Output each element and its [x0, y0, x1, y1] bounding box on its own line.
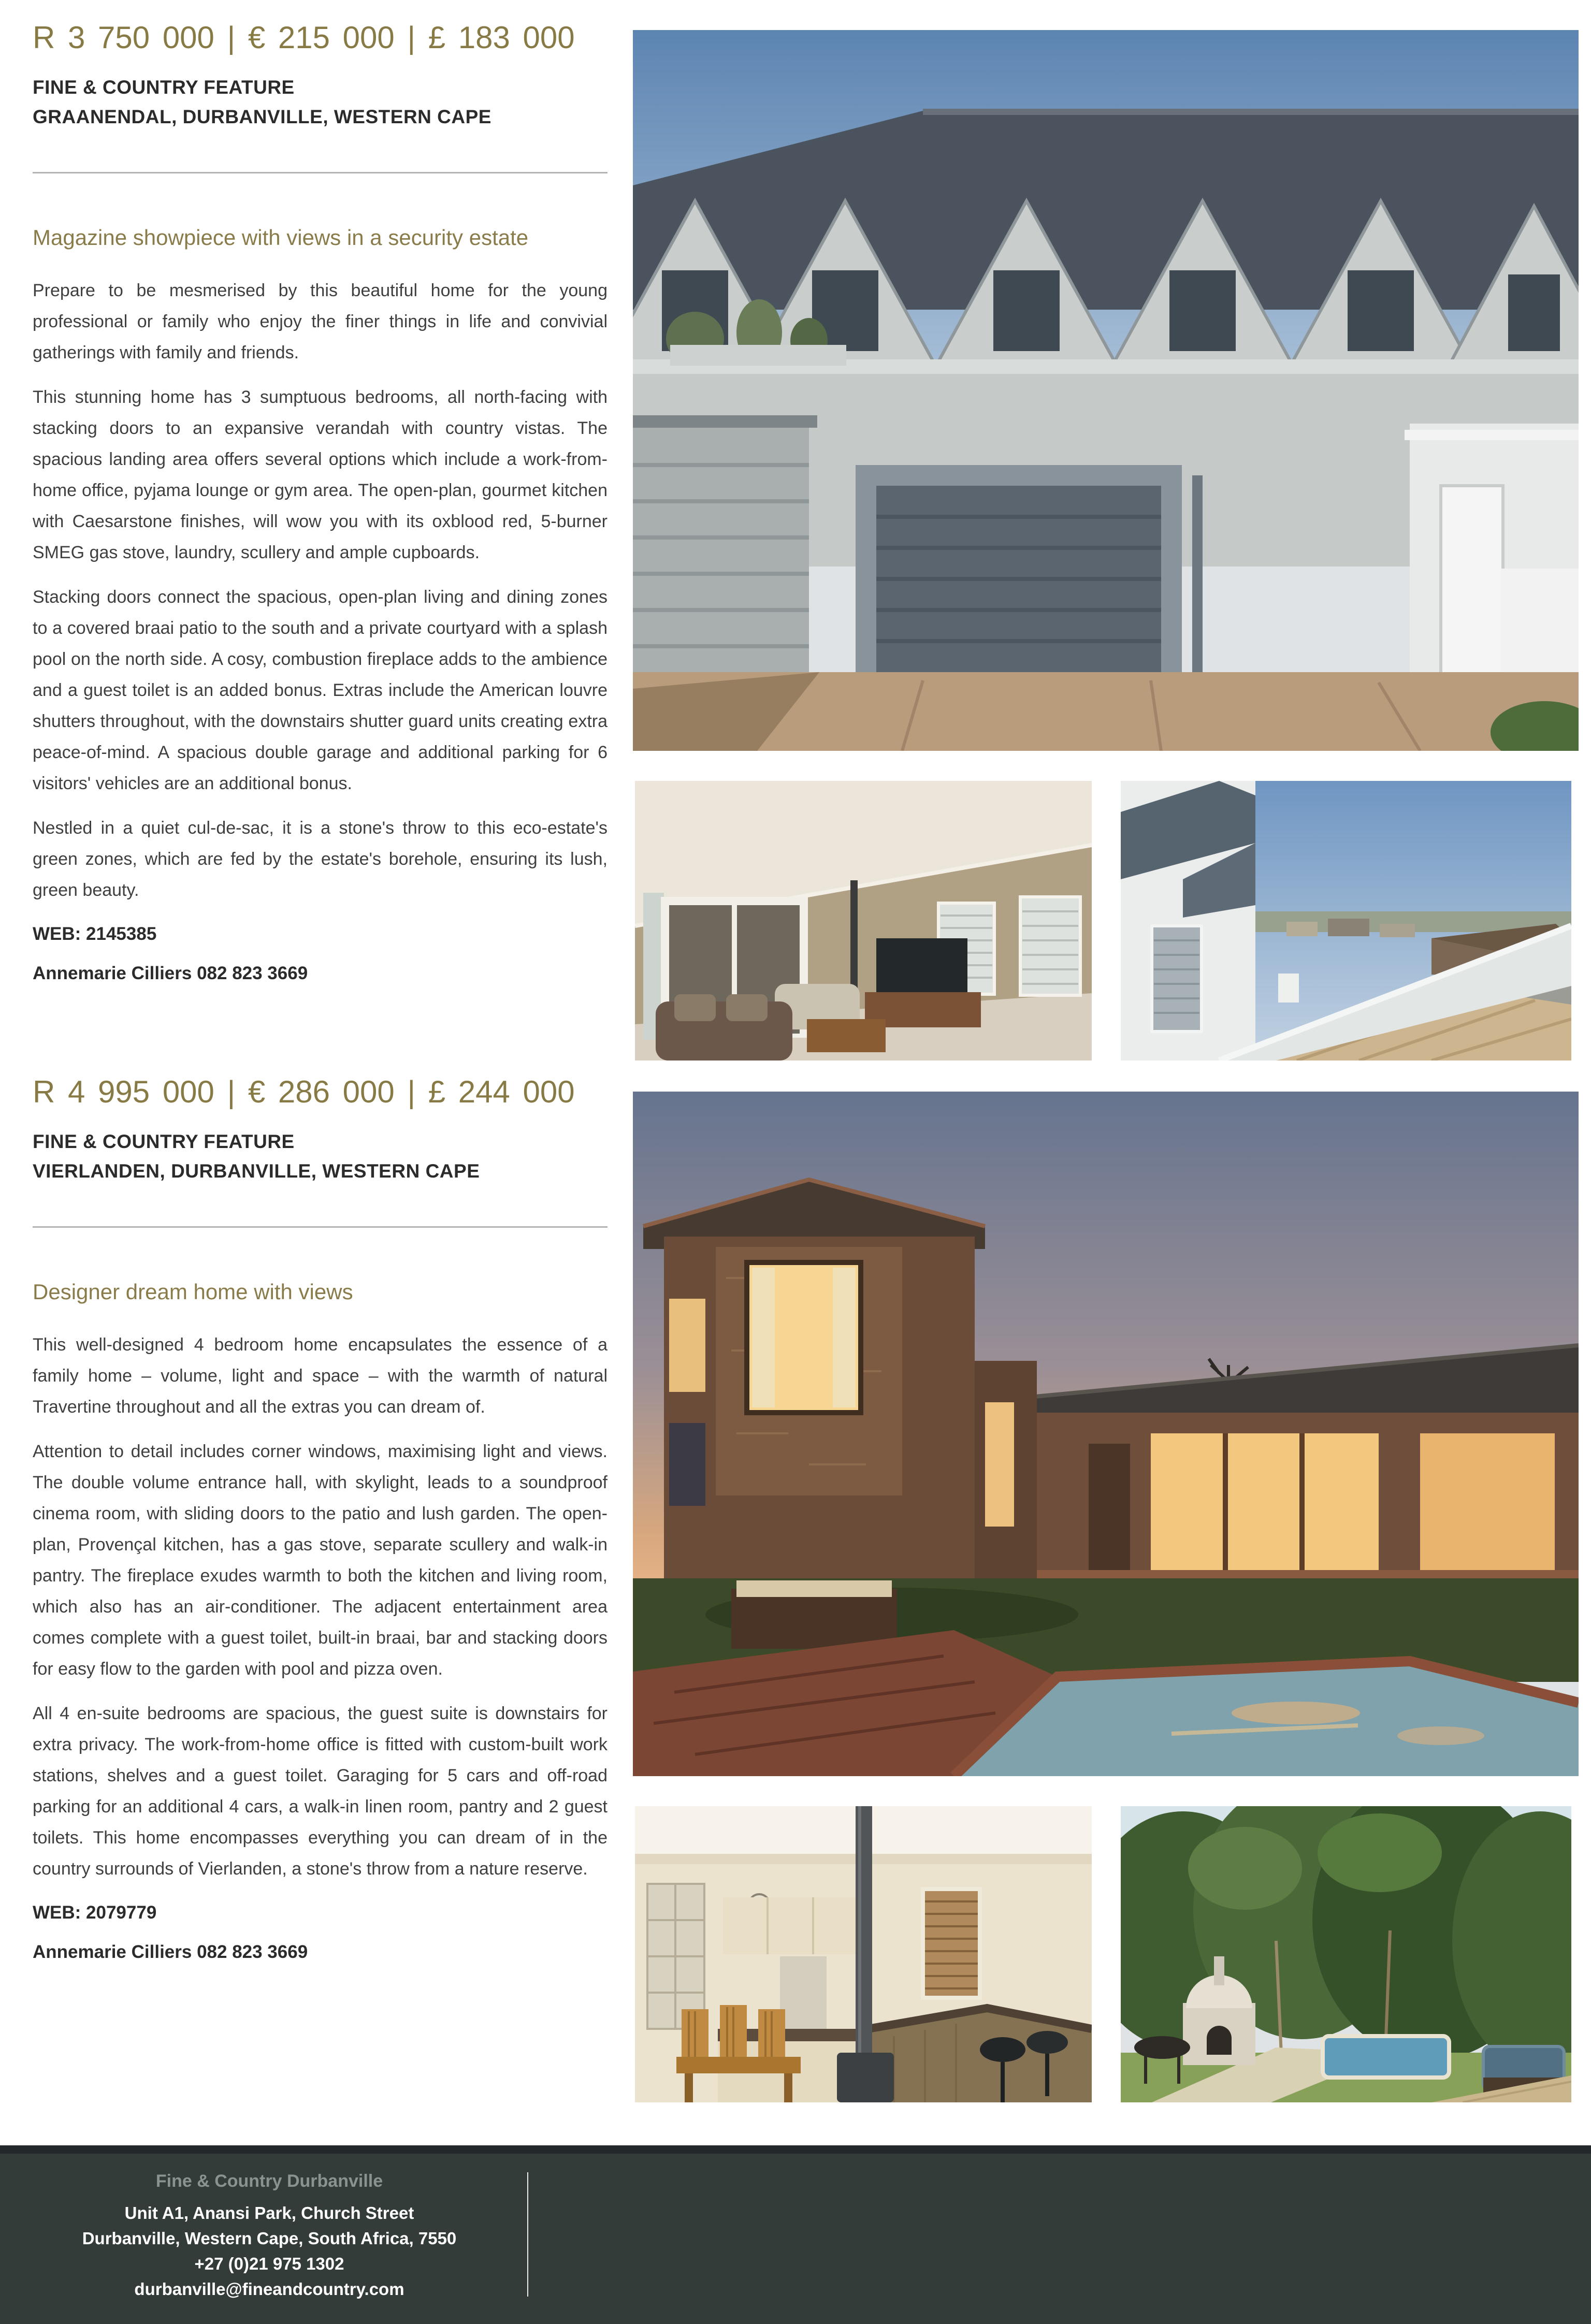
- footer-address-line1: Unit A1, Anansi Park, Church Street: [124, 2203, 414, 2223]
- footer-address-line2: Durbanville, Western Cape, South Africa, 7550: [82, 2229, 457, 2248]
- footer-vertical-divider: [527, 2172, 528, 2297]
- photo-exterior-front: [633, 30, 1579, 751]
- web-reference: WEB: 2079779: [33, 1902, 157, 1923]
- listing-paragraph: Attention to detail includes corner windows, maximising light and views. The double volume entrance hall, with skylight, leads to a soundproof cinema room, with sliding doors to the patio and lush garden. The open-plan, Provençal kitchen, has a gas stove, separate scullery and walk-in pantry. The fireplace exudes warmth to both the kitchen and living room, which also has an air-conditioner. The adjacent entertainment area comes complete with a guest toilet, built-in braai, bar and stacking doors for easy flow to the garden with pool and pizza oven.: [33, 1442, 608, 1679]
- listing-paragraph: Stacking doors connect the spacious, open-plan living and dining zones to a covered braai patio to the south and a private courtyard with a splash pool on the north side. A cosy, combustion fireplace adds to the ambience and a guest toilet is an added bonus. Extras include the American louvre shutters throughout, with the downstairs shutter guard units creating extra peace-of-mind. A spacious double garage and additional parking for 6 visitors' vehicles are an additional bonus.: [33, 587, 608, 793]
- footer-office-name: Fine & Country Durbanville: [155, 2171, 383, 2191]
- photo-living-room: [635, 781, 1092, 1061]
- section-divider: [33, 172, 608, 173]
- feature-label: FINE & COUNTRY FEATURE: [33, 77, 295, 98]
- listing-headline: Magazine showpiece with views in a security estate: [33, 225, 529, 250]
- exterior-front-illustration: [633, 30, 1579, 751]
- listing-paragraph: Nestled in a quiet cul-de-sac, it is a stone's throw to this eco-estate's green zones, which are fed by the estate's borehole, ensuring its lush, green beauty.: [33, 818, 608, 900]
- listing-paragraph: This stunning home has 3 sumptuous bedrooms, all north-facing with stacking doors to an expansive verandah with country vistas. The spacious landing area offers several options which include a work-from-home office, pyjama lounge or gym area. The open-plan, gourmet kitchen with Caesarstone finishes, will wow you with its oxblood red, 5-burner SMEG gas stove, laundry, scullery and ample cupboards.: [33, 387, 608, 562]
- photo-night-courtyard-pool: [633, 1092, 1579, 1776]
- night-courtyard-illustration: [633, 1092, 1579, 1776]
- agent-contact: Annemarie Cilliers 082 823 3669: [33, 963, 308, 983]
- listing-graanendal: [33, 19, 608, 986]
- web-reference: WEB: 2145385: [33, 924, 157, 944]
- footer-phone: +27 (0)21 975 1302: [194, 2254, 344, 2273]
- footer-office-block: [57, 2169, 482, 2302]
- photo-column: [633, 0, 1579, 2123]
- price-line: R 4 995 000 | € 286 000 | £ 244 000: [33, 1074, 575, 1109]
- listing-paragraph: This well-designed 4 bedroom home encapsulates the essence of a family home – volume, light and space – with the warmth of natural Travertine throughout and all the extras you can dream of.: [33, 1335, 608, 1417]
- listing-headline: Designer dream home with views: [33, 1280, 353, 1304]
- listing-vierlanden: [33, 1073, 608, 1965]
- photo-garden-pool: [1121, 1806, 1571, 2102]
- location-line: GRAANENDAL, DURBANVILLE, WESTERN CAPE: [33, 106, 491, 127]
- footer-top-strip: [0, 2145, 1591, 2154]
- feature-label: FINE & COUNTRY FEATURE: [33, 1131, 295, 1152]
- listing-paragraph: Prepare to be mesmerised by this beautiful home for the young professional or family who enjoy the finer things in life and convivial gatherings with family and friends.: [33, 281, 608, 362]
- garden-pool-illustration: [1121, 1806, 1571, 2102]
- kitchen-illustration: [635, 1806, 1092, 2102]
- footer-email: durbanville@fineandcountry.com: [134, 2279, 404, 2299]
- footer: [0, 2145, 1591, 2324]
- location-line: VIERLANDEN, DURBANVILLE, WESTERN CAPE: [33, 1160, 480, 1182]
- balcony-view-illustration: [1121, 781, 1571, 1061]
- price-line: R 3 750 000 | € 215 000 | £ 183 000: [33, 20, 575, 55]
- agent-contact: Annemarie Cilliers 082 823 3669: [33, 1942, 308, 1962]
- photo-balcony-view: [1121, 781, 1571, 1061]
- section-divider: [33, 1226, 608, 1228]
- photo-kitchen: [635, 1806, 1092, 2102]
- listing-paragraph: All 4 en-suite bedrooms are spacious, the guest suite is downstairs for extra privacy. The work-from-home office is fitted with custom-built work stations, shelves and a guest toilet. Garaging for 5 cars and off-road parking for an additional 4 cars, a walk-in linen room, pantry and 2 guest toilets. This home encompasses everything you can dream of in the country surrounds of Vierlanden, a stone's throw from a nature reserve.: [33, 1704, 608, 1879]
- living-room-illustration: [635, 781, 1092, 1061]
